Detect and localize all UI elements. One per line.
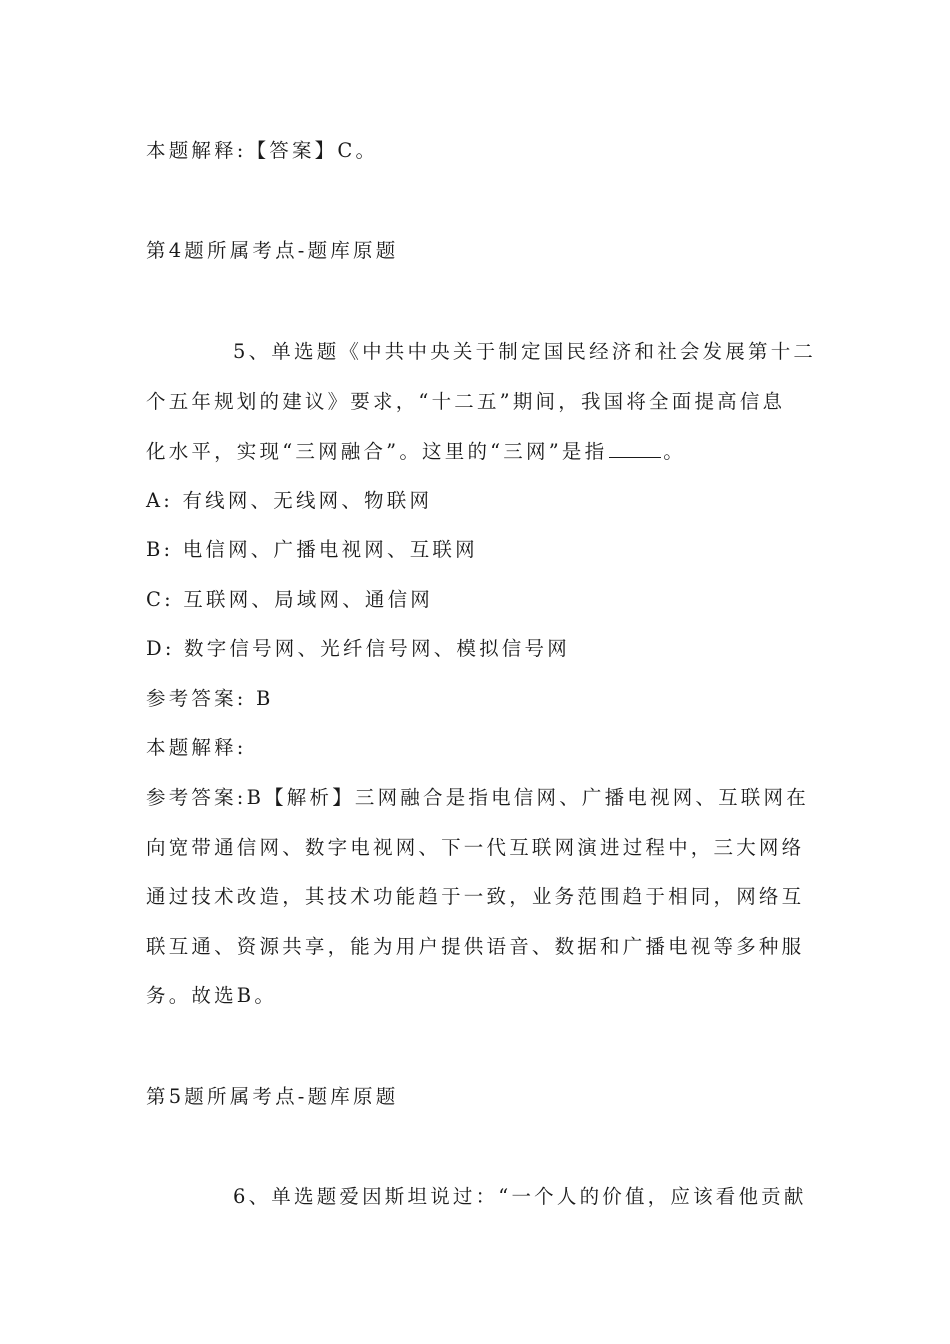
reference-answer: 参考答案: B bbox=[146, 687, 274, 710]
option-c: C: 互联网、局域网、通信网 bbox=[146, 588, 433, 611]
question5-line3 bbox=[146, 438, 686, 465]
question6-line1: 6、单选题爱因斯坦说过：“一个人的价值，应该看他贡献 bbox=[233, 1185, 807, 1208]
option-b: B: 电信网、广播电视网、互联网 bbox=[146, 538, 478, 561]
question5-line3-end: 。 bbox=[663, 440, 686, 463]
explanation-line: 向宽带通信网、数字电视网、下一代互联网演进过程中，三大网络 bbox=[146, 836, 805, 859]
question5-line2: 个五年规划的建议》要求，“十二五”期间，我国将全面提高信息 bbox=[146, 390, 786, 413]
option-d: D: 数字信号网、光纤信号网、模拟信号网 bbox=[146, 637, 570, 660]
explanation-line: 参考答案:B【解析】三网融合是指电信网、广播电视网、互联网在 bbox=[146, 786, 809, 809]
topic-q5: 第5题所属考点-题库原题 bbox=[146, 1085, 399, 1108]
option-a: A: 有线网、无线网、物联网 bbox=[146, 489, 433, 512]
question5-line1: 5、单选题《中共中央关于制定国民经济和社会发展第十二 bbox=[233, 340, 817, 363]
explanation-q4: 本题解释:【答案】C。 bbox=[146, 139, 379, 162]
explanation-line: 联互通、资源共享，能为用户提供语音、数据和广播电视等多种服 bbox=[146, 935, 805, 958]
question5-line3-text: 化水平，实现“三网融合”。这里的“三网”是指 bbox=[146, 440, 608, 463]
answer-blank bbox=[609, 438, 661, 458]
explanation-line: 通过技术改造，其技术功能趋于一致，业务范围趋于相同，网络互 bbox=[146, 885, 805, 908]
topic-q4: 第4题所属考点-题库原题 bbox=[146, 239, 399, 262]
explanation-line: 务。故选B。 bbox=[146, 984, 278, 1007]
explanation-label: 本题解释: bbox=[146, 736, 247, 759]
